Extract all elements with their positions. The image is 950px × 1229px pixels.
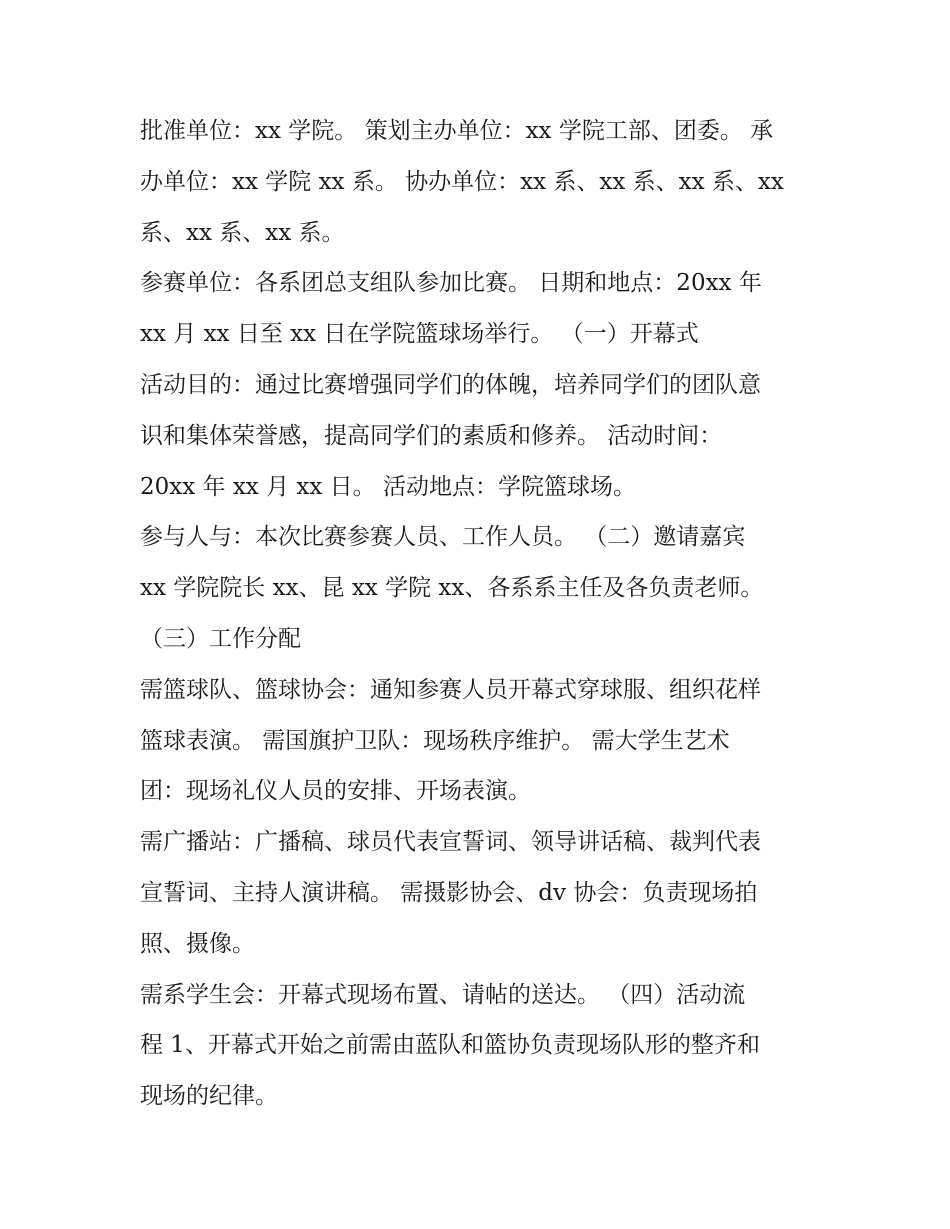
section-heading: （三）工作分配: [140, 625, 301, 652]
text-line: 程 1、开幕式开始之前需由蓝队和篮协负责现场队形的整齐和: [140, 1032, 760, 1059]
text-line: 识和集体荣誉感，提高同学们的素质和修养。 活动时间：: [140, 422, 723, 449]
text-line: xx 学院院长 xx、昆 xx 学院 xx、各系系主任及各负责老师。: [140, 575, 764, 602]
text-line: 现场的纪律。: [140, 1083, 278, 1110]
text-line: 批准单位：xx 学院。 策划主办单位：xx 学院工部、团委。 承: [140, 118, 774, 144]
text-line: 团：现场礼仪人员的安排、开场表演。: [140, 778, 531, 805]
text-line: 照、摄像。: [140, 930, 255, 957]
text-line: 需篮球队、篮球协会：通知参赛人员开幕式穿球服、组织花样: [140, 676, 761, 703]
text-line: 需广播站：广播稿、球员代表宣誓词、领导讲话稿、裁判代表: [140, 829, 761, 856]
text-line: 篮球表演。 需国旗护卫队：现场秩序维护。 需大学生艺术: [140, 727, 730, 754]
text-line: 20xx 年 xx 月 xx 日。 活动地点：学院篮球场。: [140, 473, 636, 500]
text-line: 活动目的：通过比赛增强同学们的体魄，培养同学们的团队意: [140, 371, 761, 398]
text-line: 办单位：xx 学院 xx 系。 协办单位：xx 系、xx 系、xx 系、xx: [140, 168, 784, 195]
text-line: 参赛单位：各系团总支组队参加比赛。 日期和地点：20xx 年: [140, 270, 762, 297]
document-body: [140, 106, 820, 1122]
text-line: 参与人与：本次比赛参赛人员、工作人员。 （二）邀请嘉宾: [140, 524, 746, 551]
text-line: 系、xx 系、xx 系。: [140, 219, 345, 246]
text-line: 宣誓词、主持人演讲稿。 需摄影协会、dv 协会：负责现场拍: [140, 879, 758, 906]
text-line: 需系学生会：开幕式现场布置、请帖的送达。 （四）活动流: [140, 981, 746, 1008]
text-line: xx 月 xx 日至 xx 日在学院篮球场举行。 （一）开幕式: [140, 321, 699, 348]
